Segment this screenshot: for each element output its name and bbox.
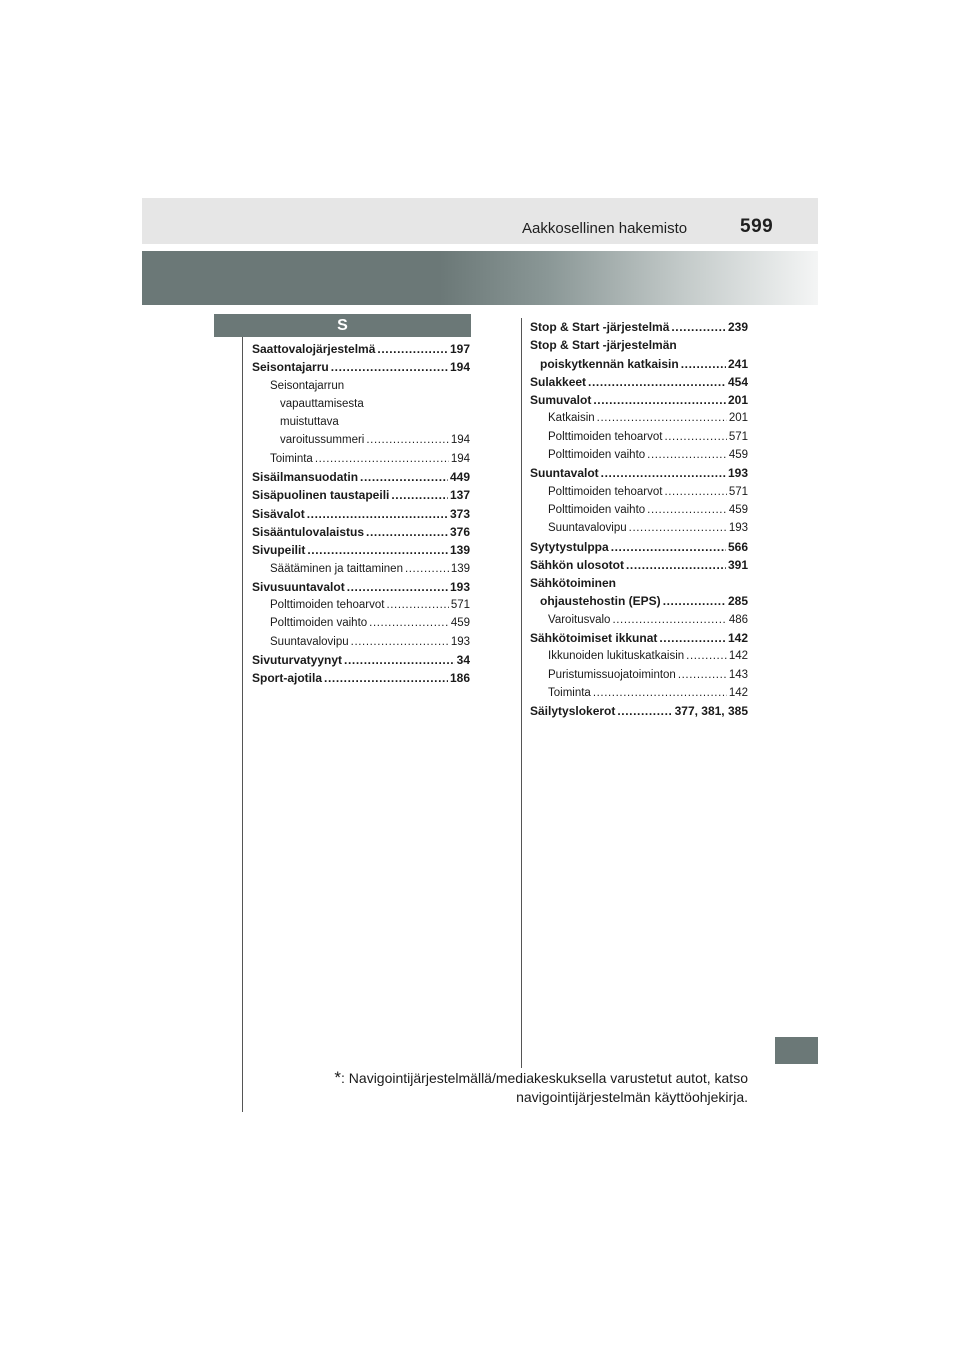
index-entry xyxy=(530,355,748,373)
index-entry-term: Polttimoiden vaihto xyxy=(270,617,368,630)
index-entry-term: Sisävalot xyxy=(252,506,305,521)
index-entry-leader xyxy=(588,373,726,391)
index-entry xyxy=(252,669,470,687)
index-entry-term: Polttimoiden vaihto xyxy=(548,449,646,462)
index-entry-term: Sivusuuntavalot xyxy=(252,579,345,594)
index-entry-leader xyxy=(344,651,455,669)
index-entry xyxy=(252,413,470,431)
index-entry-page: 194 xyxy=(449,360,470,375)
index-entry xyxy=(530,464,748,482)
index-entry-term: Seisontajarrun xyxy=(270,379,345,392)
index-entry-term: Suuntavalovipu xyxy=(548,522,627,535)
index-entry-page: 142 xyxy=(728,650,748,663)
decorative-gradient-band xyxy=(142,251,818,305)
index-entry-leader xyxy=(593,684,727,702)
section-letter-bar: S xyxy=(214,314,471,337)
index-entry-leader xyxy=(377,340,448,358)
index-entry xyxy=(252,523,470,541)
header-title: Aakkosellinen hakemisto xyxy=(522,220,688,237)
index-entry-leader xyxy=(391,486,448,504)
index-entry-page: 186 xyxy=(449,671,470,686)
index-entry-term: Säätäminen ja taittaminen xyxy=(270,562,403,575)
index-entry xyxy=(530,409,748,427)
index-entry-term: Katkaisin xyxy=(548,412,595,425)
index-entry-leader xyxy=(659,629,726,647)
index-entry xyxy=(252,578,470,596)
index-entry-leader xyxy=(664,428,726,446)
index-entry-term: Stop & Start -järjestelmä xyxy=(530,320,670,334)
index-entry-page: 193 xyxy=(449,579,470,594)
index-entry xyxy=(530,666,748,684)
index-entry xyxy=(530,592,748,610)
index-entry xyxy=(252,560,470,578)
index-entry-term: Seisontajarru xyxy=(252,360,329,375)
index-entry xyxy=(252,614,470,632)
index-entry-leader xyxy=(369,614,449,632)
index-entry-page: 459 xyxy=(450,617,470,630)
index-column-right xyxy=(530,318,748,721)
index-entry-term: Toiminta xyxy=(548,686,591,699)
index-entry-leader xyxy=(612,611,726,629)
index-entry-leader xyxy=(597,409,727,427)
index-entry-term: Polttimoiden tehoarvot xyxy=(548,485,663,498)
index-entry-term: Suuntavalovipu xyxy=(270,635,349,648)
index-entry-leader xyxy=(405,560,449,578)
index-entry-leader xyxy=(347,578,448,596)
index-entry-term: vapauttamisesta xyxy=(280,397,364,410)
index-entry xyxy=(530,574,748,592)
index-entry-term: Sähkön ulosotot xyxy=(530,557,624,572)
index-entry-page: 197 xyxy=(449,342,470,356)
index-entry-term: Saattovalojärjestelmä xyxy=(252,342,376,356)
index-entry xyxy=(530,446,748,464)
middle-column-rule xyxy=(521,318,522,1068)
index-entry-leader xyxy=(664,483,726,501)
index-entry-page: 201 xyxy=(727,393,748,408)
left-column-rule xyxy=(242,337,243,1112)
index-entry-term: Toiminta xyxy=(270,452,313,465)
index-entry-leader xyxy=(601,464,726,482)
index-entry-leader xyxy=(315,450,449,468)
index-entry-page: 142 xyxy=(728,686,748,699)
index-entry xyxy=(252,340,470,358)
index-entry-term: Sulakkeet xyxy=(530,374,587,389)
index-entry-page: 142 xyxy=(727,631,748,646)
index-entry xyxy=(530,391,748,409)
index-entry xyxy=(530,684,748,702)
index-entry xyxy=(530,538,748,556)
index-entry-page: 193 xyxy=(728,522,748,535)
index-entry xyxy=(530,629,748,647)
index-entry xyxy=(252,431,470,449)
index-entry-term: Sport-ajotila xyxy=(252,671,323,686)
index-entry-page: 285 xyxy=(727,594,748,609)
index-entry xyxy=(530,318,748,336)
index-entry-page: 193 xyxy=(727,466,748,481)
index-entry-term: Sähkötoiminen xyxy=(530,576,617,591)
index-entry-term: Polttimoiden tehoarvot xyxy=(270,599,385,612)
index-entry-leader xyxy=(647,501,727,519)
index-entry-page: 373 xyxy=(449,506,470,521)
index-entry-page: 194 xyxy=(450,452,470,465)
index-entry-term: muistuttava xyxy=(280,416,339,429)
index-entry-leader xyxy=(366,523,448,541)
index-entry-leader xyxy=(686,647,727,665)
index-entry-page: 449 xyxy=(449,470,470,485)
index-entry-page: 571 xyxy=(450,599,470,612)
index-entry-page: 571 xyxy=(728,430,748,443)
index-entry-leader xyxy=(647,446,727,464)
index-entry-term: Sivupeilit xyxy=(252,543,306,558)
index-entry-term: Sisäilmansuodatin xyxy=(252,470,359,485)
index-entry xyxy=(252,505,470,523)
index-entry-term: Sisääntulovalaistus xyxy=(252,524,365,539)
index-entry xyxy=(252,651,470,669)
index-entry-page: 566 xyxy=(727,539,748,554)
index-entry xyxy=(530,611,748,629)
index-entry-page: 143 xyxy=(728,668,748,681)
index-entry-leader xyxy=(681,355,726,373)
index-entry-leader xyxy=(617,702,672,720)
index-entry-page: 193 xyxy=(450,635,470,648)
index-entry-page: 571 xyxy=(728,485,748,498)
index-entry xyxy=(530,702,748,720)
index-entry xyxy=(252,486,470,504)
footnote xyxy=(250,1068,748,1107)
index-entry xyxy=(252,395,470,413)
index-entry-term: varoitussummeri xyxy=(280,434,365,447)
index-entry-leader xyxy=(671,318,726,336)
index-entry-page: 201 xyxy=(728,412,748,425)
index-entry-page: 391 xyxy=(727,557,748,572)
index-entry-page: 454 xyxy=(727,374,748,389)
index-entry xyxy=(530,519,748,537)
index-entry-page: 486 xyxy=(728,613,748,626)
index-entry-term: Sivuturvatyynyt xyxy=(252,653,343,668)
index-entry-leader xyxy=(360,468,448,486)
index-entry-term: Stop & Start -järjestelmän xyxy=(530,338,677,353)
index-entry-page: 241 xyxy=(727,356,748,371)
index-entry xyxy=(252,450,470,468)
index-entry-term: ohjaustehostin (EPS) xyxy=(540,594,661,609)
index-entry-leader xyxy=(307,505,448,523)
index-entry-term: poiskytkennän katkaisin xyxy=(540,356,679,371)
index-entry xyxy=(530,483,748,501)
header-band xyxy=(142,198,818,244)
index-entry xyxy=(252,541,470,559)
index-entry-page: 376 xyxy=(449,524,470,539)
index-entry xyxy=(530,428,748,446)
index-entry-leader xyxy=(678,666,727,684)
index-entry-page: 139 xyxy=(450,562,470,575)
footnote-marker: * xyxy=(334,1068,342,1087)
index-entry-term: Suuntavalot xyxy=(530,466,599,481)
index-entry xyxy=(530,647,748,665)
index-entry xyxy=(252,358,470,376)
index-entry-leader xyxy=(593,391,726,409)
index-entry-page: 459 xyxy=(728,449,748,462)
index-entry xyxy=(530,373,748,391)
index-entry-leader xyxy=(611,538,726,556)
index-entry-term: Ikkunoiden lukituskatkaisin xyxy=(548,650,685,663)
index-entry xyxy=(530,556,748,574)
index-entry-leader xyxy=(626,556,726,574)
index-entry xyxy=(530,336,748,354)
page-number: 599 xyxy=(740,216,774,237)
index-entry-term: Polttimoiden vaihto xyxy=(548,503,646,516)
index-entry-term: Puristumissuojatoiminton xyxy=(548,668,676,681)
index-entry-page: 194 xyxy=(450,434,470,447)
index-entry-term: Polttimoiden tehoarvot xyxy=(548,430,663,443)
index-entry xyxy=(252,468,470,486)
index-entry xyxy=(252,377,470,395)
index-entry xyxy=(252,596,470,614)
index-entry-leader xyxy=(351,633,449,651)
index-entry-term: Sumuvalot xyxy=(530,393,592,408)
index-entry-term: Sähkötoimiset ikkunat xyxy=(530,631,658,646)
index-entry-page: 34 xyxy=(456,653,470,668)
index-entry-leader xyxy=(386,596,448,614)
index-entry-term: Sytytystulppa xyxy=(530,539,609,554)
index-entry-leader xyxy=(324,669,448,687)
index-entry xyxy=(530,501,748,519)
index-entry-page: 137 xyxy=(449,488,470,503)
index-entry-leader xyxy=(307,541,448,559)
index-entry xyxy=(252,633,470,651)
index-entry-term: Sisäpuolinen taustapeili xyxy=(252,488,390,503)
index-entry-leader xyxy=(366,431,448,449)
index-entry-page: 459 xyxy=(728,503,748,516)
index-entry-leader xyxy=(663,592,726,610)
index-entry-term: Säilytyslokerot xyxy=(530,704,616,719)
index-entry-page: 139 xyxy=(449,543,470,558)
footnote-line-2: navigointijärjestelmän käyttöohjekirja. xyxy=(516,1089,748,1105)
index-column-left xyxy=(252,340,470,688)
index-entry-leader xyxy=(331,358,448,376)
index-entry-leader xyxy=(629,519,727,537)
chapter-side-tab xyxy=(775,1037,818,1064)
index-entry-page: 239 xyxy=(727,320,748,334)
index-entry-page: 377, 381, 385 xyxy=(674,704,748,719)
footnote-line-1: : Navigointijärjestelmällä/mediakeskuksella varustetut autot, katso xyxy=(341,1070,748,1086)
index-entry-term: Varoitusvalo xyxy=(548,613,611,626)
